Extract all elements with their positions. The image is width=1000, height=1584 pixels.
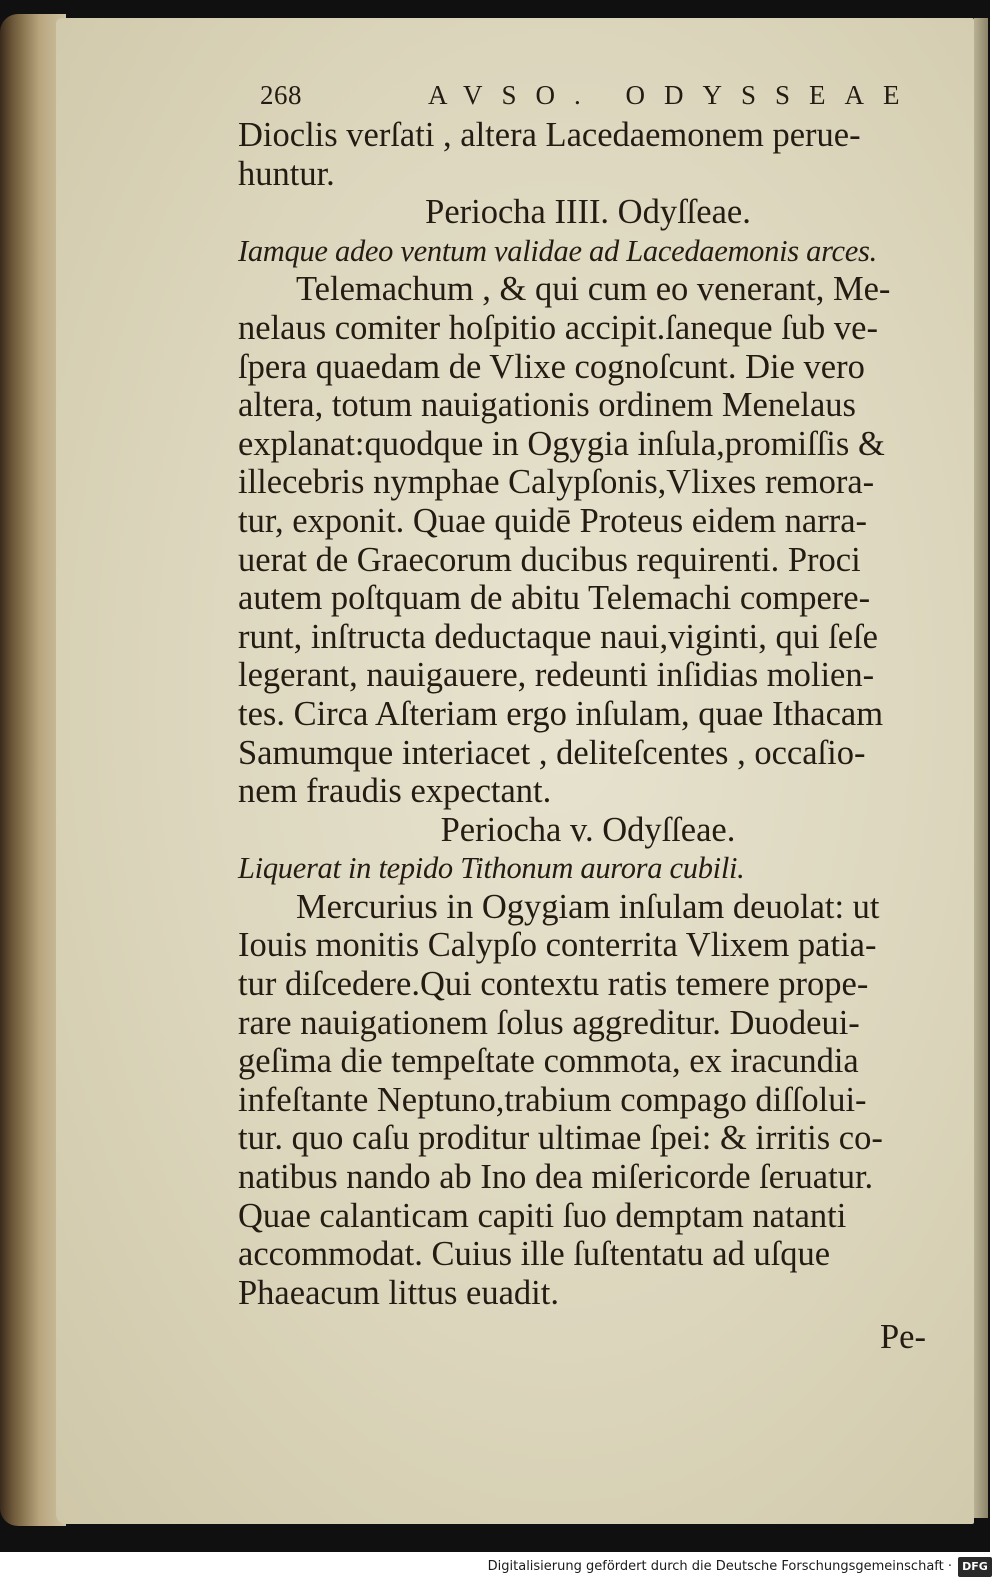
periocha-5-heading: Periocha v. Odyſſeae. — [440, 810, 736, 849]
text-line: tes. Circa Aſteriam ergo inſulam, quae Ithacam — [238, 694, 884, 733]
text-line: Dioclis verſati , altera Lacedaemonem perue- — [238, 116, 861, 154]
text-line: legerant, nauigauere, redeunti inſidias molien- — [238, 656, 875, 695]
text-line: runt, inſtructa deductaque naui,viginti, qui ſeſe — [238, 617, 878, 656]
text-line: ſpera quaedam de Vlixe cognoſcunt. Die vero — [238, 347, 865, 386]
running-head — [238, 76, 938, 116]
running-title: AVSO. ODYSSEAE — [428, 80, 919, 110]
page-edge — [974, 18, 988, 1518]
periocha-5-verse: Liquerat in tepido Tithonum aurora cubili. — [238, 851, 745, 886]
text-line: autem poſtquam de abitu Telemachi compere- — [238, 579, 871, 618]
text-line: Phaeacum littus euadit. — [238, 1273, 559, 1312]
text-line: tur diſcedere.Qui contextu ratis temere prope- — [238, 965, 869, 1004]
text-line: Telemachum , & qui cum eo venerant, Me- — [296, 270, 891, 309]
text-line: rare nauigationem ſolus aggreditur. Duodeui- — [238, 1003, 860, 1042]
page-number: 268 — [260, 80, 302, 110]
text-line: explanat:quodque in Ogygia inſula,promiſſis & — [238, 424, 885, 463]
text-line: accommodat. Cuius ille ſuſtentatu ad uſque — [238, 1235, 831, 1274]
text-line: illecebris nymphae Calypſonis,Vlixes remora- — [238, 463, 875, 502]
text-line: Quae calanticam capiti ſuo demptam natanti — [238, 1196, 847, 1235]
text-line: huntur. — [238, 154, 335, 193]
periocha-4-verse: Iamque adeo ventum validae ad Lacedaemonis arces. — [238, 233, 877, 268]
text-line: Mercurius in Ogygiam inſulam deuolat: ut — [296, 887, 880, 926]
text-line: infeſtante Neptuno,trabium compago diſſolui- — [238, 1080, 867, 1119]
text-line: altera, totum nauigationis ordinem Menelaus — [238, 386, 856, 425]
text-line: nelaus comiter hoſpitio accipit.ſaneque ſub ve- — [238, 308, 878, 347]
text-line: tur. quo caſu proditur ultimae ſpei: & irritis co- — [238, 1119, 883, 1158]
text-line: tur, exponit. Quae quidē Proteus eidem narra- — [238, 501, 868, 540]
text-line: natibus nando ab Ino dea miſericorde ſeruatur. — [238, 1158, 874, 1197]
catchword: Pe- — [880, 1318, 926, 1357]
text-line: uerat de Graecorum ducibus requirenti. Proci — [238, 540, 861, 579]
text-line: Iouis monitis Calypſo conterrita Vlixem patia- — [238, 926, 877, 965]
text-line: Samumque interiacet , deliteſcentes , occaſio- — [238, 733, 866, 772]
footer-bar — [0, 1552, 1000, 1584]
dfg-logo-icon: DFG — [958, 1557, 992, 1577]
text-line: geſima die tempeſtate commota, ex iracundia — [238, 1042, 859, 1081]
text-line: nem fraudis expectant. — [238, 772, 552, 811]
periocha-4-heading: Periocha IIII. Odyſſeae. — [425, 193, 751, 232]
funding-credit: Digitalisierung gefördert durch die Deutsche Forschungsgemeinschaft · — [487, 1559, 952, 1574]
page-text — [238, 76, 938, 1357]
